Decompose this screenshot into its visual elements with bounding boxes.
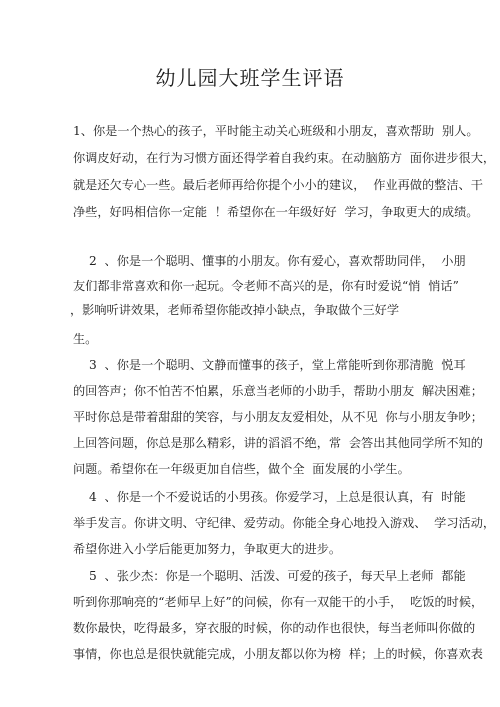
text-line: 问题。希望你在一年级更加自信些，做个全 面发展的小学生。	[73, 462, 410, 476]
text-line: 你调皮好动，在行为习惯方面还得学着自我约束。在动脑筋方 面你进步很大，	[73, 151, 496, 165]
text-line: 4 、你是一个不爱说话的小男孩。你爱学习，上总是很认真，有 时能	[89, 490, 466, 504]
text-line: 5 、张少杰：你是一个聪明、活泼、可爱的孩子，每天早上老师 都能	[89, 569, 466, 583]
text-line: 听到你那响亮的“老师早上好”的问候，你有一双能干的小手， 吃饭的时候，	[73, 595, 484, 609]
text-line: 生。	[73, 332, 98, 346]
document-title: 幼儿园大班学生评语	[155, 66, 345, 90]
text-line: ，影响听讲效果，老师希望你能改掉小缺点，争取做个三好学	[70, 303, 400, 317]
text-line: 事情，你也总是很快就能完成，小朋友都以你为榜 样；上的时候，你喜欢表	[73, 647, 483, 661]
text-line: 3 、你是一个聪明、文静而懂事的孩子，堂上常能听到你那清脆 悦耳	[89, 358, 466, 372]
text-line: 希望你进入小学后能更加努力，争取更大的进步。	[73, 542, 342, 556]
text-line: 2 、你是一个聪明、懂事的小朋友。你有爱心，喜欢帮助同伴， 小朋	[89, 254, 466, 268]
text-line: 举手发言。你讲文明、守纪律、爱劳动。你能全身心地投入游戏、 学习活动，	[73, 516, 496, 530]
text-line: 上回答问题，你总是那么精彩，讲的滔滔不绝，常 会答出其他同学所不知的	[73, 436, 483, 450]
text-line: 数你最快，吃得最多，穿衣服的时候，你的动作也很快，每当老师叫你做的	[73, 621, 476, 635]
text-line: 净些，好吗相信你一定能 ！希望你在一年级好好 学习，争取更大的成绩。	[73, 205, 479, 219]
text-line: 的回答声；你不怕苦不怕累，乐意当老师的小助手，帮助小朋友 解决困难；	[73, 384, 483, 398]
text-line: 1、你是一个热心的孩子，平时能主动关心班级和小朋友，喜欢帮助 别人。	[73, 124, 479, 138]
text-line: 平时你总是带着甜甜的笑容，与小朋友友爱相处，从不见 你与小朋友争吵；	[73, 410, 483, 424]
text-line: 友们都非常喜欢和你一起玩。令老师不高兴的是，你有时爱说“悄 悄话”	[73, 279, 459, 293]
text-line: 就是还欠专心一些。最后老师再给你提个小小的建议， 作业再做的整洁、干	[73, 178, 483, 192]
